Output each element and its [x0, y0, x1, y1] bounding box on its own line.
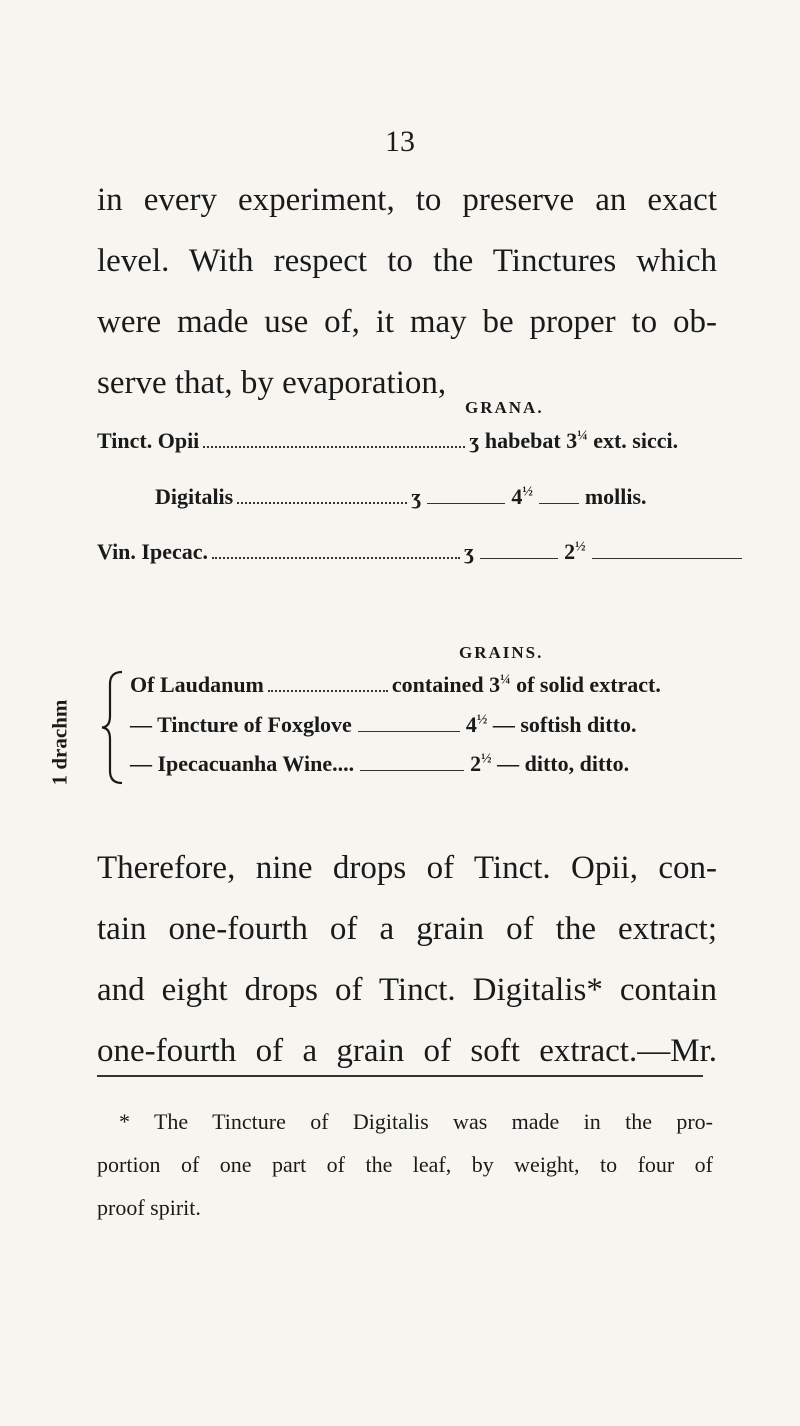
text-line: in every experiment, to preserve an exact: [97, 182, 717, 218]
leader-dots: [212, 543, 460, 559]
leader-dots: [203, 432, 465, 448]
row-desc: of solid extract.: [516, 672, 661, 697]
row-fraction: ½: [481, 751, 492, 767]
leader-dots: [237, 488, 407, 504]
text-line: Therefore, nine drops of Tinct. Opii, con-: [97, 850, 717, 886]
row-verb: habebat: [484, 428, 561, 453]
row-amount: 4: [511, 484, 523, 509]
row-amount: 2: [564, 539, 576, 564]
ditto-dash: [539, 491, 579, 504]
paragraph-1: [97, 170, 717, 414]
footnote-line: portion of one part of the leaf, by weight, to four of: [97, 1152, 713, 1177]
ditto-dash: [358, 719, 460, 732]
text-line: tain one-fourth of a grain of the extract;: [97, 911, 717, 947]
row-name: Vin. Ipecac.: [97, 539, 209, 564]
row-desc: mollis.: [584, 484, 647, 509]
row-fraction: ½: [476, 712, 488, 728]
table2-row: [130, 672, 661, 698]
text-line: and eight drops of Tinct. Digitalis* contain: [97, 972, 717, 1008]
row-amount: 3: [489, 672, 501, 697]
row-symbol: ʒ: [464, 539, 475, 564]
row-name: Of Laudanum: [130, 672, 264, 697]
ditto-dash: [480, 546, 558, 559]
table1-row: [155, 484, 647, 510]
row-amount: 3: [566, 428, 578, 453]
table1-header: GRANA.: [465, 398, 544, 417]
curly-brace: [100, 670, 124, 785]
footnote: [97, 1100, 713, 1229]
side-label: 1 drachm: [47, 699, 72, 786]
row-symbol: ʒ: [411, 484, 422, 509]
footnote-line: proof spirit.: [97, 1195, 201, 1220]
text-line: serve that, by evaporation,: [97, 365, 447, 401]
page-number: 13: [385, 125, 415, 158]
row-amount: 2: [470, 751, 482, 776]
footnote-line: * The Tincture of Digitalis was made in the pro-: [119, 1109, 713, 1134]
row-name: Tinct. Opii: [97, 428, 200, 453]
row-fraction: ¼: [577, 428, 588, 444]
row-desc: — softish ditto.: [492, 712, 637, 737]
row-name: — Ipecacuanha Wine....: [130, 751, 355, 776]
paragraph-2: [97, 838, 717, 1082]
row-amount: 4: [465, 712, 477, 737]
row-desc: — ditto, ditto.: [497, 751, 630, 776]
leader-dots: [268, 676, 388, 692]
text-line: one-fourth of a grain of soft extract.—Mr.: [97, 1033, 717, 1069]
table1-row: [97, 428, 678, 454]
text-line: were made use of, it may be proper to ob-: [97, 304, 717, 340]
row-fraction: ¼: [500, 672, 511, 688]
row-symbol: ʒ: [469, 428, 480, 453]
table2-header: GRAINS.: [459, 643, 544, 662]
row-name: Digitalis: [155, 484, 234, 509]
ditto-dash: [592, 546, 742, 559]
row-fraction: ½: [522, 484, 533, 500]
ditto-dash: [360, 758, 464, 771]
footnote-rule: [97, 1075, 703, 1077]
row-desc: ext. sicci.: [593, 428, 679, 453]
text-line: level. With respect to the Tinctures which: [97, 243, 717, 279]
row-fraction: ½: [575, 539, 586, 555]
ditto-dash: [427, 491, 505, 504]
row-name: — Tincture of Foxglove: [130, 712, 352, 737]
row-verb: contained: [391, 672, 484, 697]
table2-row: [130, 712, 636, 738]
table2-row: [130, 751, 629, 777]
table1-row: [97, 539, 748, 565]
